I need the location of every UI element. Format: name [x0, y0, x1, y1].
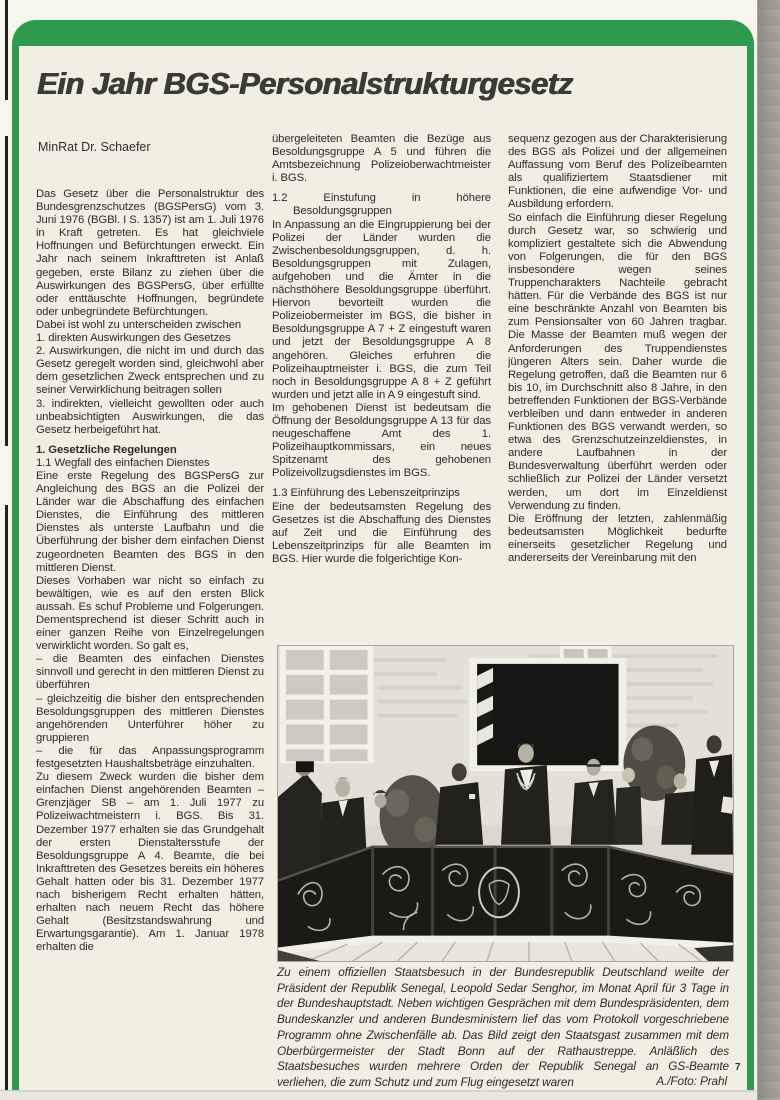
paragraph: – die für das Anpassungsprogramm festgesetzten Haushaltsbeträge einzuhalten.	[36, 744, 264, 771]
paragraph: übergeleiteten Beamten die Bezüge aus Besoldungsgruppe A 5 und führen die Amtsbezeichnung Polizeioberwachtmeister i. BGS.	[272, 133, 491, 185]
article-column-2	[272, 133, 491, 639]
paragraph: Eine erste Regelung des BGSPersG zur Angleichung des BGS an die Polizei der Länder war die Abschaffung des einfachen Dienstes, die Einführung des mittleren Dienstes als unterste Laufbahn und die Überführung der bisher dem einfachen Dienst zugeordneten Beamten des BGS in den mittleren Dienst.	[36, 469, 264, 574]
photo-credit: A./Foto: Prahl	[656, 1073, 727, 1088]
paragraph: Die Eröffnung der letzten, zahlenmäßig bedeutsamsten Möglichkeit bedurfte einerseits gesetzlicher Regelung und andererseits der Vereinbarung mit den	[508, 512, 727, 564]
paragraph: – gleichzeitig die bisher den entsprechenden Besoldungsgruppen des mittleren Dienstes angehörenden Unterführer höher zu gruppieren	[36, 692, 264, 744]
balcony-photo	[277, 645, 734, 962]
window-icon	[280, 646, 374, 763]
article-column-1	[36, 188, 264, 1083]
page-title: Ein Jahr BGS-Personalstrukturgesetz	[37, 66, 573, 101]
page-spine-edge	[5, 136, 8, 446]
paragraph: 1. direkten Auswirkungen des Gesetzes	[36, 332, 231, 345]
paragraph: 1.3 Einführung des Lebenszeitprinzips	[272, 487, 460, 500]
paragraph: 3. indirekten, vielleicht gewollten oder auch unbeabsichtigten Auswirkungen, die das Gesetz herbeigeführt hat.	[36, 397, 264, 436]
paragraph: sequenz gezogen aus der Charakterisierung des BGS als Polizei und der allgemeinen Auffassung vom Beruf des Polizeibeamten als qualifiziertem Staatsdiener mit Funktionen, die eine aufwendige Vor- und Ausbildung erfordern.	[508, 133, 727, 211]
balcony-photo-graphic	[278, 646, 733, 961]
paragraph: Im gehobenen Dienst ist bedeutsam die Öffnung der Besoldungsgruppe A 13 für das neugeschaffene Amt des 1. Polizeihauptkommissars, ein neues Spitzenamt des gehobenen Polizeivollzugsdienstes im BGS.	[272, 401, 491, 480]
photo-caption-text: Zu einem offiziellen Staatsbesuch in der Bundesrepublik Deutschland weilte der Präsident der Republik Senegal, Leopold Sedar Senghor, im Monat April für 3 Tage in der Bundeshauptstadt. Neben wichtigen Gesprächen mit dem Bundespräsidenten, dem Bundeskanzler und anderen Bundesministern lief das vom Protokoll vorgeschriebene Programm ohne Zwischenfälle ab. Das Bild zeigt den Staatsgast zusammen mit dem Oberbürgermeister der Stadt Bonn auf der Rathaustreppe. Anläßlich des Staatsbesuches wurden mehrere Orden der Republik Senegal an GS-Beamte verliehen, die zum Schutz und zum Flug eingesetzt waren	[277, 965, 729, 1089]
page-bottom-edge	[0, 1090, 757, 1100]
paragraph: Eine der bedeutsamsten Regelung des Gesetzes ist die Abschaffung des Dienstes auf Zeit und die Einführung des Lebenszeitprinzips für alle Beamten im BGS. Hier wurde die folgerichtige Kon-	[272, 500, 491, 565]
page-spine-edge	[5, 0, 8, 100]
paragraph: 1. Gesetzliche Regelungen	[36, 443, 177, 456]
article-column-3	[508, 133, 727, 639]
author-byline: MinRat Dr. Schaefer	[38, 140, 151, 154]
paragraph: Zu diesem Zweck wurden die bisher dem einfachen Dienst angehörenden Beamten – Grenzjäger SB – am 1. Juli 1977 zu Polizeiwachtmeistern i. BGS. Bis 31. Dezember 1977 erhalten sie das Grundgehalt der ersten Dienstaltersstufe der Besoldungsgruppe A 4. Beamte, die bei Inkrafttreten des Gesetzes bereits ein höheres Gehalt hatten oder bis 31. Dezember 1977 nach bisherigem Recht erhalten hätten, erhalten nach neuem Recht das höhere Gehalt (Besitzstandswahrung und Erwartungsgarantie). Am 1. Januar 1978 erhalten die	[36, 771, 264, 954]
paragraph: Dabei ist wohl zu unterscheiden zwischen	[36, 318, 242, 331]
page-number: 7	[735, 1062, 741, 1073]
paragraph: 1.1 Wegfall des einfachen Dienstes	[36, 456, 210, 469]
balcony-base	[278, 939, 733, 961]
paragraph: – die Beamten des einfachen Dienstes sinnvoll und gerecht in den mittleren Dienst zu überführen	[36, 653, 264, 692]
paragraph: Dieses Vorhaben war nicht so einfach zu bewältigen, wie es auf den ersten Blick aussah. Es schuf Probleme und Folgerungen. Dementsprechend ist dieser Schritt auch in einer ganzen Reihe von Einzelregelungen verwirklicht worden. So galt es,	[36, 574, 264, 653]
paragraph: Das Gesetz über die Personalstruktur des Bundesgrenzschutzes (BGSPersG) vom 3. Juni 1976 (BGBl. I S. 1357) ist am 1. Juli 1976 in Kraft getreten. Es hat gleichviele Hoffnungen und Befürchtungen erweckt. Ein Jahr nach seinem Inkrafttreten ist Anlaß gegeben, erste Bilanz zu ziehen über die Auswirkungen des BGSPersG, über erfüllte oder enttäuschte Hoffnungen, begründete oder unbegründete Befürchtungen.	[36, 188, 264, 318]
paragraph: 1.2 Einstufung in höhere Besoldungsgruppen	[272, 192, 491, 218]
photo-caption	[277, 965, 729, 1091]
paragraph: So einfach die Einführung dieser Regelung durch Gesetz war, so schwierig und kompliziert gestaltete sich die Abwendung von Folgerungen, die für den BGS insbesondere wegen seines Truppencharakters Nachteile gebracht hätten. Für die Verbände des BGS ist nur eine beschränkte Anzahl von Beamten bis zum Pensionsalter von 60 Jahren tragbar. Die Masse der Beamten muß wegen der Anforderungen des Truppendienstes jüngeren Alters sein. Daher wurde die Regelung getroffen, daß die Beamten nur 6 bis 10, im Durchschnitt also 8 Jahre, in den betreffenden Funktionen der BGS-Verbände verbleiben und dann entweder in anderen Funktionen des BGS verwandt werden, so etwa des Grenzschutzeinzeldienstes, in andere Laufbahnen in der Bundesverwaltung überführt werden oder schließlich zur Polizei der Länder versetzt werden, um dort im Einzeldienst Verwendung zu finden.	[508, 211, 727, 512]
page-spine-edge	[5, 505, 8, 1100]
paragraph: In Anpassung an die Eingruppierung bei der Polizei der Länder wurden die Zwischenbesoldungsgruppen, d. h. Besoldungsgruppen mit Zulagen, aufgehoben und die Ämter in die nächsthöhere Besoldungsgruppe überführt. Hiervon bevorteilt wurden die Polizeiobermeister im BGS, die bisher in Besoldungsgruppe A 7 + Z eingestuft waren und jetzt der Besoldungsgruppe A 8 angehören. Gleiches erfuhren die Polizeihauptmeister i. BGS, die zum Teil noch in Besoldungsgruppe A 8 + Z geführt wurden und jetzt alle in A 9 eingestuft sind.	[272, 218, 491, 401]
paragraph: 2. Auswirkungen, die nicht im und durch das Gesetz geregelt worden sind, gleichwohl aber dem gesetzlichen Zweck entsprechen und zu seiner Verwirklichung beitragen sollen	[36, 345, 264, 397]
page-edge-texture	[757, 0, 780, 1100]
doorway	[469, 658, 626, 771]
